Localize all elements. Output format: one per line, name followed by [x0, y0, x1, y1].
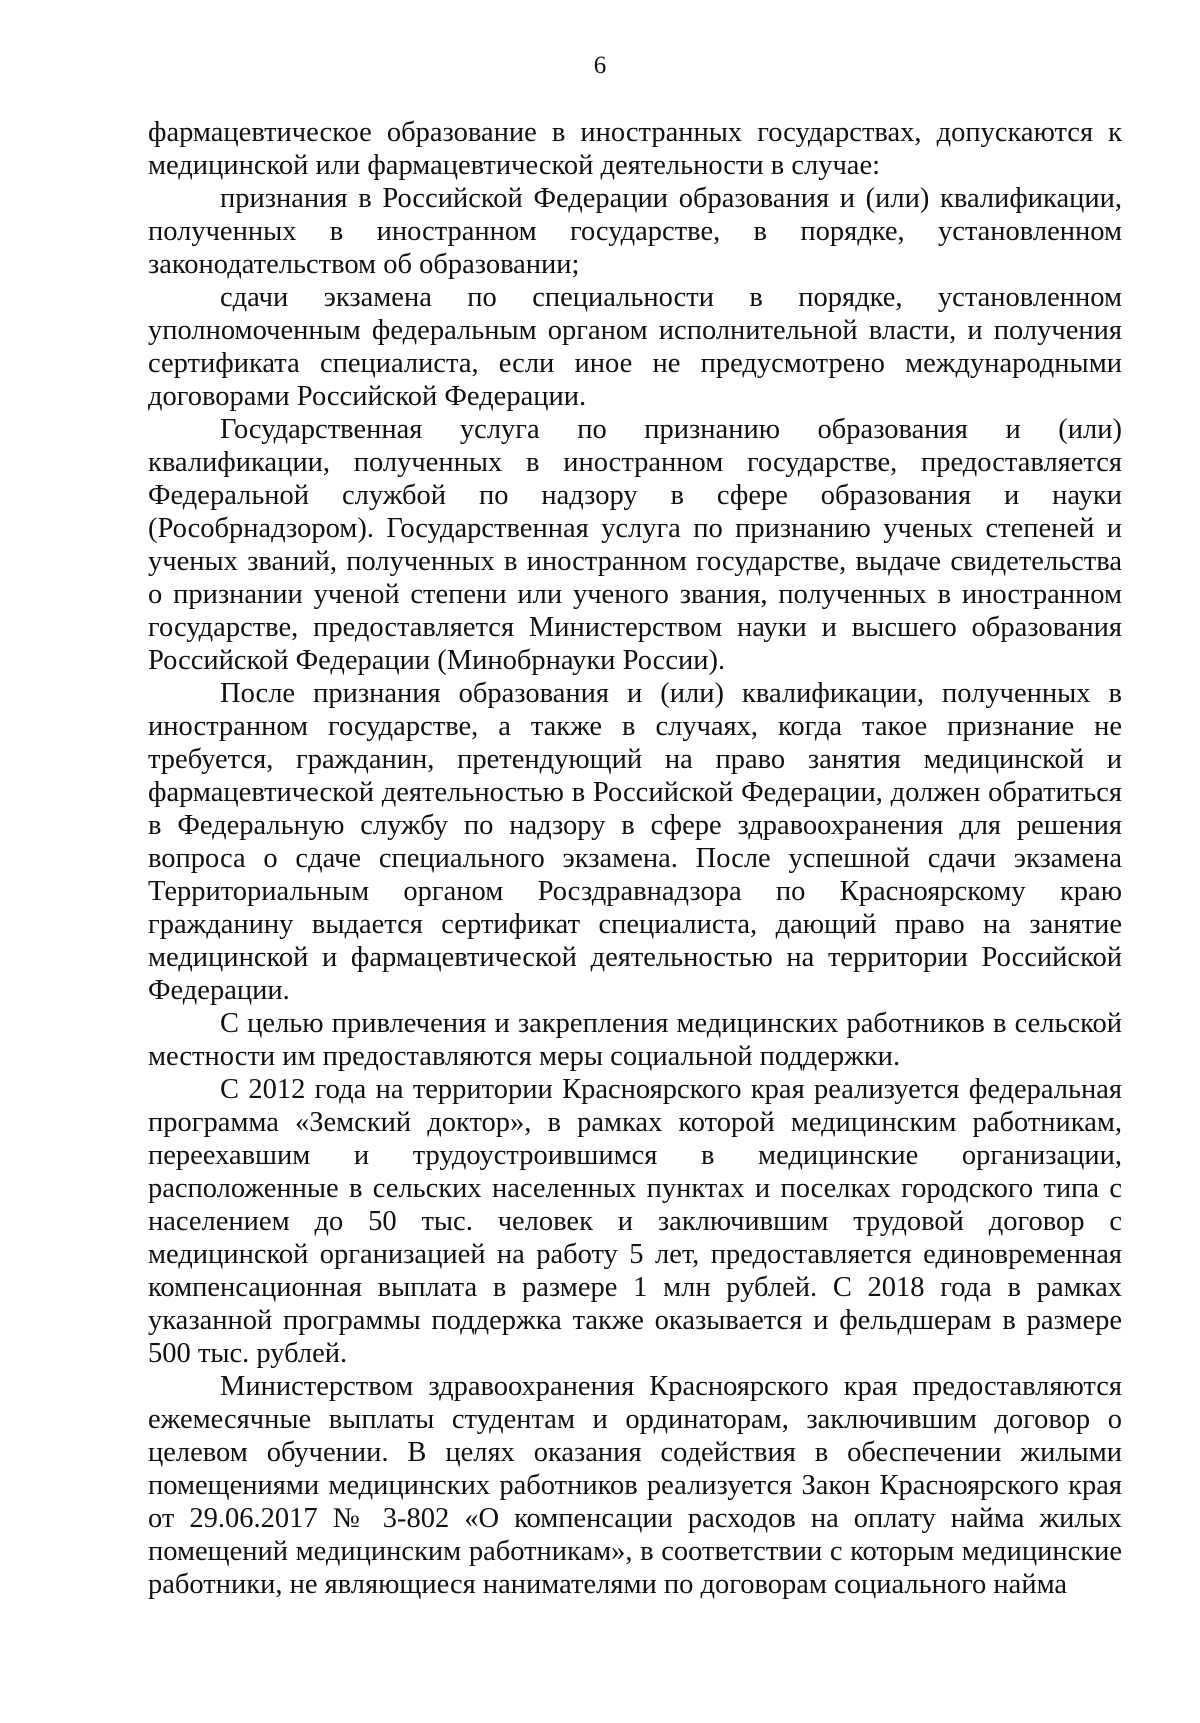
paragraph: После признания образования и (или) квалификации, полученных в иностранном государстве, а также в случаях, когда такое признание не требуется, гражданин, претендующий на право занятия медицинской и фармацевтической деятельностью в Российской Федерации, должен обратиться в Федеральную службу по надзору в сфере здравоохранения для решения вопроса о сдаче специального экзамена. После успешной сдачи экзамена Территориальным органом Росздравнадзора по Красноярскому краю гражданину выдается сертификат специалиста, дающий право на занятие медицинской и фармацевтической деятельностью на территории Российской Федерации. — [148, 678, 1122, 1006]
page-number: 6 — [593, 52, 607, 79]
paragraph: Государственная услуга по признанию образования и (или) квалификации, полученных в иностранном государстве, предоставляется Федеральной службой по надзору в сфере образования и науки (Рособрнадзором). Государственная услуга по признанию ученых степеней и ученых званий, полученных в иностранном государстве, выдаче свидетельства о признании ученой степени или ученого звания, полученных в иностранном государстве, предоставляется Министерством науки и высшего образования Российской Федерации (Минобрнауки России). — [148, 414, 1122, 676]
paragraph: Министерством здравоохранения Красноярского края предоставляются ежемесячные выплаты студентам и ординаторам, заключившим договор о целевом обучении. В целях оказания содействия в обеспечении жилыми помещениями медицинских работников реализуется Закон Красноярского края от 29.06.2017 № 3-802 «О компенсации расходов на оплату найма жилых помещений медицинским работникам», в соответствии с которым медицинские работники, не являющиеся нанимателями по договорам социального найма — [148, 1371, 1122, 1600]
paragraph: С целью привлечения и закрепления медицинских работников в сельской местности им предоставляются меры социальной поддержки. — [148, 1008, 1122, 1072]
paragraph: фармацевтическое образование в иностранных государствах, допускаются к медицинской или фармацевтической деятельности в случае: — [148, 117, 1122, 181]
paragraph: С 2012 года на территории Красноярского края реализуется федеральная программа «Земский доктор», в рамках которой медицинским работникам, переехавшим и трудоустроившимся в медицинские организации, расположенные в сельских населенных пунктах и поселках городского типа с населением до 50 тыс. человек и заключившим трудовой договор с медицинской организацией на работу 5 лет, предоставляется единовременная компенсационная выплата в размере 1 млн рублей. С 2018 года в рамках указанной программы поддержка также оказывается и фельдшерам в размере 500 тыс. рублей. — [148, 1074, 1122, 1369]
document-body — [148, 116, 1122, 1601]
paragraph: сдачи экзамена по специальности в порядке, установленном уполномоченным федеральным органом исполнительной власти, и получения сертификата специалиста, если иное не предусмотрено международными договорами Российской Федерации. — [148, 282, 1122, 412]
paragraph: признания в Российской Федерации образования и (или) квалификации, полученных в иностранном государстве, в порядке, установленном законодательством об образовании; — [148, 183, 1122, 280]
